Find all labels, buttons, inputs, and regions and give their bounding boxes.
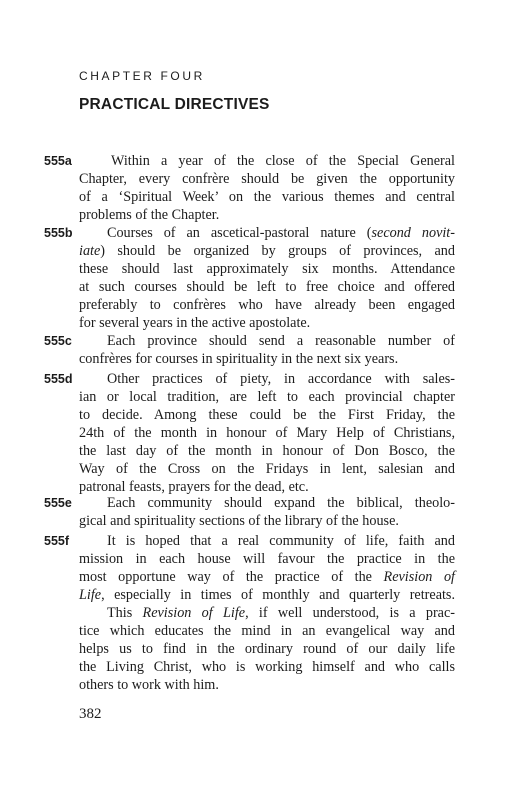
page-number: 382: [79, 706, 102, 722]
text-line: others to work with him.: [79, 677, 219, 693]
chapter-label: CHAPTER FOUR: [79, 69, 205, 83]
text-line: patronal feasts, prayers for the dead, etc.: [79, 479, 309, 495]
text-line: the Living Christ, who is working himself and who calls: [79, 659, 455, 675]
paragraph-text: [79, 370, 455, 496]
paragraph-number: 555d: [44, 372, 73, 386]
text-line: mission in each house will favour the practice in the: [79, 551, 455, 567]
paragraph-text: [79, 224, 455, 332]
text-line: Each community should expand the biblical, theolo-: [107, 495, 455, 511]
text-line: iate) should be organized by groups of provinces, and: [79, 243, 455, 259]
text-line: for several years in the active apostolate.: [79, 315, 311, 331]
paragraph-number: 555f: [44, 534, 70, 548]
paragraph-number: 555e: [44, 496, 72, 510]
text-line: the last day of the month in honour of Don Bosco, the: [79, 443, 455, 459]
chapter-title: PRACTICAL DIRECTIVES: [79, 96, 270, 113]
text-line: Other practices of piety, in accordance with sales-: [107, 371, 455, 387]
text-line: at such courses should be left to free choice and offered: [79, 279, 455, 295]
text-line: problems of the Chapter.: [79, 207, 220, 223]
text-line: Way of the Cross on the Fridays in lent, salesian and: [79, 461, 455, 477]
paragraph-text: [79, 494, 455, 530]
text-line: of a ‘Spiritual Week’ on the various themes and central: [79, 189, 455, 205]
text-line: Courses of an ascetical-pastoral nature (second novit-: [107, 225, 455, 241]
paragraph-text: [79, 332, 455, 368]
text-line: 24th of the month in honour of Mary Help of Christians,: [79, 425, 455, 441]
text-line: tice which educates the mind in an evangelical way and: [79, 623, 455, 639]
text-line: Each province should send a reasonable number of: [107, 333, 455, 349]
text-line: gical and spirituality sections of the library of the house.: [79, 513, 399, 529]
text-line: Within a year of the close of the Special General: [111, 153, 455, 169]
text-line: these should last approximately six months. Attendance: [79, 261, 455, 277]
text-line: ian or local tradition, are left to each provincial chapter: [79, 389, 455, 405]
paragraph-number: 555b: [44, 226, 73, 240]
paragraph-number: 555c: [44, 334, 72, 348]
text-line: This Revision of Life, if well understood, is a prac-: [107, 605, 455, 621]
text-line: to decide. Among these could be the First Friday, the: [79, 407, 455, 423]
paragraph-text: [79, 532, 455, 694]
text-line: It is hoped that a real community of life, faith and: [107, 533, 455, 549]
text-line: confrères for courses in spirituality in the next six years.: [79, 351, 399, 367]
paragraph-text: [79, 152, 455, 224]
text-line: Life, especially in times of monthly and quarterly retreats.: [79, 587, 455, 603]
text-line: preferably to confrères who have already been engaged: [79, 297, 455, 313]
text-line: helps us to find in the ordinary round of our daily life: [79, 641, 455, 657]
text-line: Chapter, every confrère should be given the opportunity: [79, 171, 455, 187]
text-line: most opportune way of the practice of the Revision of: [79, 569, 455, 585]
paragraph-number: 555a: [44, 154, 72, 168]
